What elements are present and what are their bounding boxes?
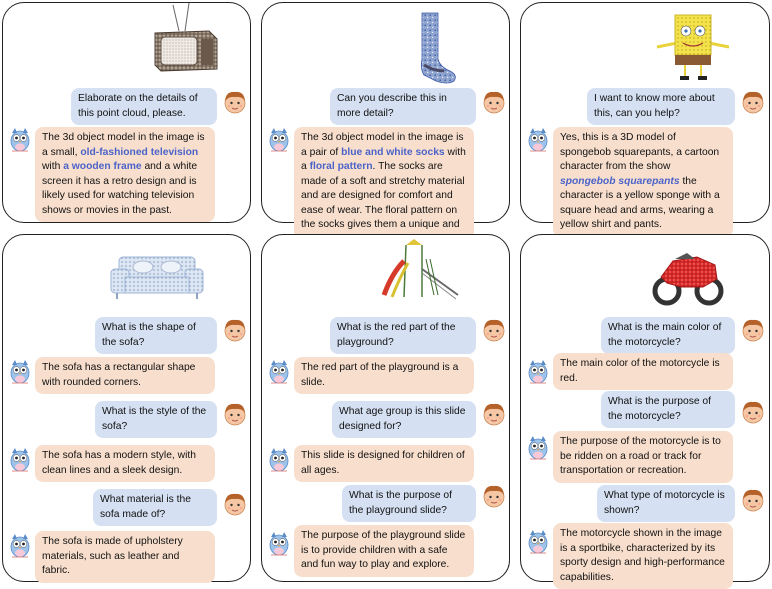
assistant-message: Yes, this is a 3D model of spongebob squarepants, a cartoon character from the show spongebob squarepants the character is a yellow sponge with a square head and arms, wearing a yellow shirt and pants. bbox=[553, 127, 733, 237]
boy-face-icon bbox=[482, 89, 506, 115]
user-message: What is the purpose of the motorcycle? bbox=[601, 391, 735, 428]
user-message: What is the purpose of the playground slide? bbox=[342, 485, 476, 522]
owl-icon bbox=[9, 127, 31, 153]
assistant-message: The motorcycle shown in the image is a sportbike, characterized by its sporty design and high-performance capabilities. bbox=[553, 523, 733, 589]
assistant-message: The 3d object model in the image is a pair of blue and white socks with a floral pattern. The socks are made of a soft and stretchy material and are designed for comfort and ease of wear. The floral pattern on the socks gives them a unique and bbox=[294, 127, 474, 251]
spongebob-point-cloud bbox=[653, 13, 733, 90]
tv-point-cloud bbox=[151, 3, 221, 80]
user-message: What material is the sofa made of? bbox=[93, 489, 217, 526]
boy-face-icon bbox=[223, 491, 247, 517]
boy-face-icon bbox=[482, 317, 506, 343]
user-message: What is the style of the sofa? bbox=[95, 401, 217, 438]
owl-icon bbox=[527, 359, 549, 385]
boy-face-icon bbox=[741, 317, 765, 343]
boy-face-icon bbox=[223, 89, 247, 115]
sofa-point-cloud bbox=[109, 253, 205, 308]
owl-icon bbox=[527, 127, 549, 153]
owl-icon bbox=[268, 447, 290, 473]
assistant-message: This slide is designed for children of all ages. bbox=[294, 445, 474, 482]
owl-icon bbox=[9, 359, 31, 385]
user-message: What is the red part of the playground? bbox=[330, 317, 476, 354]
motorcycle-point-cloud bbox=[653, 251, 723, 312]
panel-socks bbox=[261, 2, 510, 230]
owl-icon bbox=[527, 529, 549, 555]
assistant-message: The purpose of the motorcycle is to be ridden on a road or track for transportation or recreation. bbox=[553, 431, 733, 483]
assistant-message: The red part of the playground is a slide. bbox=[294, 357, 474, 394]
assistant-message: The sofa has a modern style, with clean lines and a sleek design. bbox=[35, 445, 215, 482]
panel-playground bbox=[261, 234, 510, 582]
assistant-message: The sofa is made of upholstery materials, such as leather and fabric. bbox=[35, 531, 215, 583]
owl-icon bbox=[9, 447, 31, 473]
playground-point-cloud bbox=[382, 239, 462, 314]
socks-point-cloud bbox=[414, 9, 460, 90]
user-message bbox=[71, 88, 217, 125]
boy-face-icon bbox=[741, 89, 765, 115]
user-message: What age group is this slide designed for? bbox=[332, 401, 476, 438]
user-message: What is the shape of the sofa? bbox=[95, 317, 217, 354]
owl-icon bbox=[268, 531, 290, 557]
user-message: What type of motorcycle is shown? bbox=[597, 485, 735, 522]
panel-tv bbox=[2, 2, 251, 223]
user-message: Can you describe this in more detail? bbox=[330, 88, 476, 125]
boy-face-icon bbox=[741, 487, 765, 513]
assistant-message: The purpose of the playground slide is to provide children with a safe and fun way to play and explore. bbox=[294, 525, 474, 577]
assistant-message: The main color of the motorcycle is red. bbox=[553, 353, 733, 390]
owl-icon bbox=[268, 127, 290, 153]
user-message: I want to know more about this, can you help? bbox=[587, 88, 735, 125]
boy-face-icon bbox=[223, 317, 247, 343]
owl-icon bbox=[268, 359, 290, 385]
panel-motorcycle bbox=[520, 234, 770, 582]
boy-face-icon bbox=[482, 401, 506, 427]
owl-icon bbox=[9, 533, 31, 559]
assistant-message: The sofa has a rectangular shape with rounded corners. bbox=[35, 357, 215, 394]
assistant-message: The 3d object model in the image is a small, old-fashioned television with a wooden frame and a white screen it has a retro design and is likely used for watching television shows or movies in the past. bbox=[35, 127, 215, 222]
panel-spongebob bbox=[520, 2, 770, 230]
message-text: Elaborate on the details of this point cloud, please. bbox=[78, 93, 198, 119]
boy-face-icon bbox=[741, 399, 765, 425]
user-message: What is the main color of the motorcycle? bbox=[601, 317, 735, 354]
boy-face-icon bbox=[223, 401, 247, 427]
owl-icon bbox=[527, 435, 549, 461]
panel-sofa bbox=[2, 234, 251, 582]
boy-face-icon bbox=[482, 483, 506, 509]
